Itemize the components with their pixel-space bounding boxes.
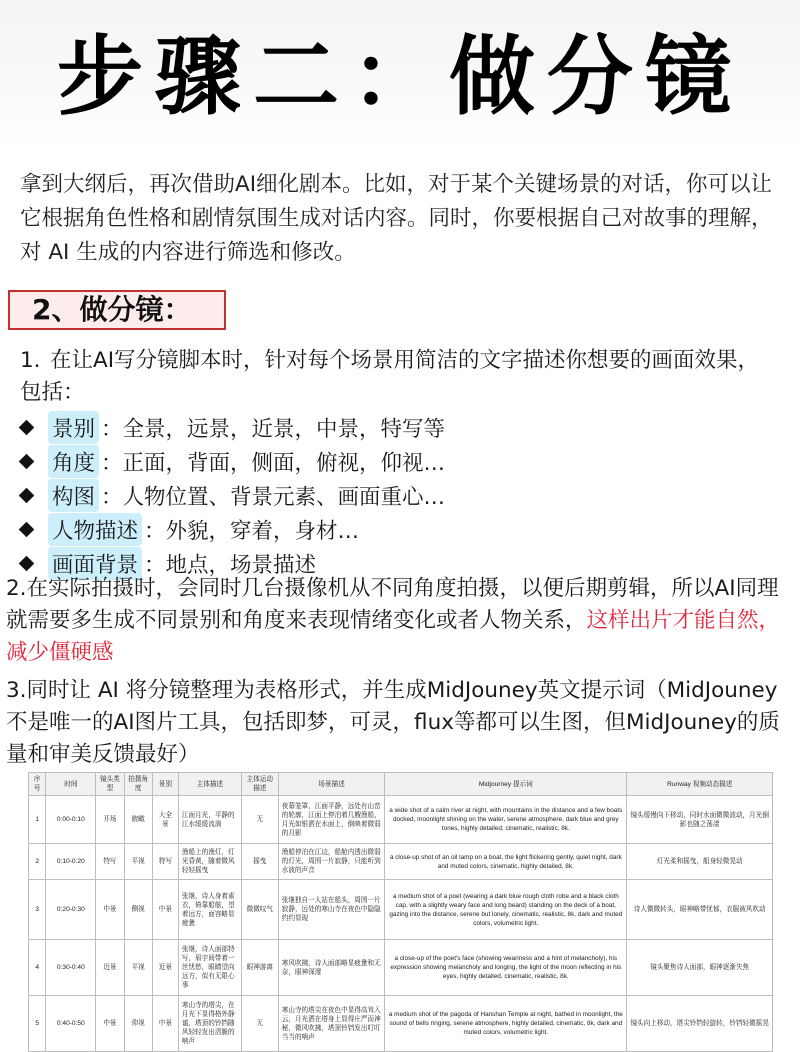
table-cell: 0:40-0:50 — [46, 996, 96, 1052]
table-cell: 开场 — [96, 796, 124, 844]
table-cell: 0:20-0:30 — [46, 880, 96, 940]
section-heading: 2、做分镜： — [8, 290, 226, 330]
table-cell: 0:00-0:10 — [46, 796, 96, 844]
storyboard-table-wrapper — [28, 772, 773, 1045]
diamond-bullet-icon — [19, 419, 35, 435]
bullet-item — [14, 512, 714, 546]
table-cell: 寒风吹拂，诗人面部略显疲惫和无奈，眼神深邃 — [278, 940, 384, 996]
table-cell: 无 — [241, 796, 278, 844]
column-header: 主体运动描述 — [241, 773, 278, 796]
bullet-term: 景别 — [48, 411, 99, 444]
table-cell: 微微叹气 — [241, 880, 278, 940]
table-cell: 张继，诗人面部特写，眉宇间带着一丝忧愁，眼睛望向远方，似有无限心事 — [178, 940, 241, 996]
table-header-row — [29, 773, 773, 796]
diamond-bullet-icon — [19, 453, 35, 469]
bullet-term: 画面背景 — [48, 547, 142, 580]
table-cell: 1 — [29, 796, 46, 844]
page-title: 步骤二：做分镜 — [57, 27, 743, 127]
instruction-2 — [6, 573, 788, 669]
table-cell: 近景 — [152, 940, 178, 996]
table-cell: a close-up shot of an oil lamp on a boat, the light flickering gently, quiet night, dark and muted colors, cinematic, highly detailed, 8k. — [385, 844, 627, 880]
diamond-bullet-icon — [19, 555, 35, 571]
table-cell: 仰视 — [124, 996, 152, 1052]
table-cell: 镜头向上移动，塔尖铃铛轻旋转，铃铛轻微摇晃 — [627, 996, 773, 1052]
table-cell: 特写 — [152, 844, 178, 880]
bullet-list — [14, 410, 714, 580]
bullet-term: 构图 — [48, 479, 99, 512]
table-cell: 0:10-0:20 — [46, 844, 96, 880]
table-cell: 近景 — [96, 940, 124, 996]
table-row — [29, 996, 773, 1052]
diamond-bullet-icon — [19, 521, 35, 537]
table-cell: 诗人微微转头，眼神略带忧郁，衣服被风吹动 — [627, 880, 773, 940]
column-header: 时间 — [46, 773, 96, 796]
table-cell: 0:30-0:40 — [46, 940, 96, 996]
table-cell: 中景 — [152, 880, 178, 940]
intro-paragraph: 拿到大纲后，再次借助AI细化剧本。比如，对于某个关键场景的对话，你可以让它根据角色性格和剧情氛围生成对话内容。同时，你要根据自己对故事的理解，对 AI 生成的内容进行筛选和修改。 — [20, 172, 773, 265]
table-cell: 2 — [29, 844, 46, 880]
table-cell: 摇曳 — [241, 844, 278, 880]
table-cell: 寒山寺的塔尖在夜色中显得高耸入云，月光洒在塔身上显得庄严而神秘，微风吹拂，塔顶铃铛发出叮叮当当的响声 — [278, 996, 384, 1052]
column-header: 拍摄角度 — [124, 773, 152, 796]
table-cell: 中景 — [152, 996, 178, 1052]
table-cell: a medium shot of a poet (wearing a dark blue rough cloth robe and a black cloth cap, with a slightly weary face and long beard) standing on the deck of a boat, gazing into the distance, serene but lonely, cinematic, realistic, 8k, dark and muted colors, volumetric light. — [385, 880, 627, 940]
bullet-text: ：全景，远景，近景，中景，特写等 — [101, 416, 446, 442]
table-cell: 渔船停泊在江边，船舱内透出微弱的灯光，周围一片寂静，只能听到水波的声音 — [278, 844, 384, 880]
instruction-1-text: 在让AI写分镜脚本时，针对每个场景用简洁的文字描述你想要的画面效果，包括： — [20, 348, 760, 405]
table-row — [29, 796, 773, 844]
table-cell: 寒山寺的塔尖，在月光下显得格外静谧，塔顶的铃铛随风轻轻发出清脆的响声 — [178, 996, 241, 1052]
diamond-bullet-icon — [19, 487, 35, 503]
column-header: 主体描述 — [178, 773, 241, 796]
column-header: 镜头类型 — [96, 773, 124, 796]
table-cell: 中景 — [96, 996, 124, 1052]
table-row — [29, 844, 773, 880]
table-cell: a close-up of the poet's face (showing weariness and a hint of melancholy), his expression showing melancholy and longing, the light of the moon reflecting in his eyes, highly detailed, cinematic, realistic, 8k. — [385, 940, 627, 996]
column-header: Runway 视频动态描述 — [627, 773, 773, 796]
table-cell: 平视 — [124, 844, 152, 880]
bullet-item — [14, 444, 714, 478]
storyboard-table — [28, 772, 773, 1052]
table-cell: 侧视 — [124, 880, 152, 940]
column-header: 景别 — [152, 773, 178, 796]
bullet-text: ：人物位置、背景元素、画面重心… — [101, 484, 446, 510]
table-cell: 5 — [29, 996, 46, 1052]
table-row — [29, 940, 773, 996]
instruction-2-highlight: 这样出片才能自然，减少僵硬感 — [6, 608, 781, 665]
bullet-term: 人物描述 — [48, 513, 142, 546]
table-cell: 镜头缓慢向下移动，同时水面微微波动，月光倒影也随之荡漾 — [627, 796, 773, 844]
bullet-term: 角度 — [48, 445, 99, 478]
instruction-1-number: 1. — [20, 348, 41, 373]
table-cell: 夜幕笼罩，江面平静，远处有山峦的轮廓，江面上停泊着几艘渔船，月光如银洒在水面上，倒映着微弱的月影 — [278, 796, 384, 844]
bullet-text: ：外貌，穿着，身材… — [144, 518, 360, 544]
table-cell: 张继独自一人站在船头，周围一片寂静，远处的寒山寺在夜色中隐隐约约显现 — [278, 880, 384, 940]
table-cell: 江面月光，平静的江水缓缓流淌 — [178, 796, 241, 844]
table-cell: 无 — [241, 996, 278, 1052]
table-cell: 俯瞰 — [124, 796, 152, 844]
table-cell: 张继，诗人身着素衣，倚靠船舷，望着远方，面容略显疲惫 — [178, 880, 241, 940]
table-cell: 大全景 — [152, 796, 178, 844]
table-cell: 平视 — [124, 940, 152, 996]
bullet-item — [14, 410, 714, 444]
bullet-text: ：地点，场景描述 — [144, 552, 317, 578]
table-row — [29, 880, 773, 940]
table-cell: 3 — [29, 880, 46, 940]
table-cell: 渔船上的渔灯，灯光昏黄，随着微风轻轻摇曳 — [178, 844, 241, 880]
column-header: Midjourney 提示词 — [385, 773, 627, 796]
table-cell: a medium shot of the pagoda of Hanshan Temple at night, bathed in moonlight, the sound of bells ringing, serene atmosphere, highly detailed, cinematic, 8k, dark and muted colors, volumetric light. — [385, 996, 627, 1052]
table-cell: 4 — [29, 940, 46, 996]
table-cell: 眼神游离 — [241, 940, 278, 996]
column-header: 序号 — [29, 773, 46, 796]
column-header: 场景描述 — [278, 773, 384, 796]
instruction-2-text: 2.在实际拍摄时，会同时几台摄像机从不同角度拍摄，以便后期剪辑，所以AI同理就需要多生成不同景别和角度来表现情绪变化或者人物关系， — [6, 576, 779, 633]
bullet-item — [14, 478, 714, 512]
table-cell: a wide shot of a calm river at night, with mountains in the distance and a few boats docked, moonlight shining on the water, serene atmosphere, dark blue and grey tones, highly detailed, cinematic, realistic, 8k. — [385, 796, 627, 844]
table-cell: 中景 — [96, 880, 124, 940]
instruction-1 — [20, 345, 780, 409]
bullet-text: ：正面，背面，侧面，俯视，仰视… — [101, 450, 446, 476]
instruction-3: 3.同时让 AI 将分镜整理为表格形式，并生成MidJouney英文提示词（MidJouney不是唯一的AI图片工具，包括即梦，可灵，flux等都可以生图，但MidJouney的质量和审美反馈最好） — [6, 678, 780, 767]
table-cell: 镜头聚焦诗人面部，眼神逐渐失焦 — [627, 940, 773, 996]
table-cell: 特写 — [96, 844, 124, 880]
table-cell: 灯光柔和摇曳，船身轻微晃动 — [627, 844, 773, 880]
